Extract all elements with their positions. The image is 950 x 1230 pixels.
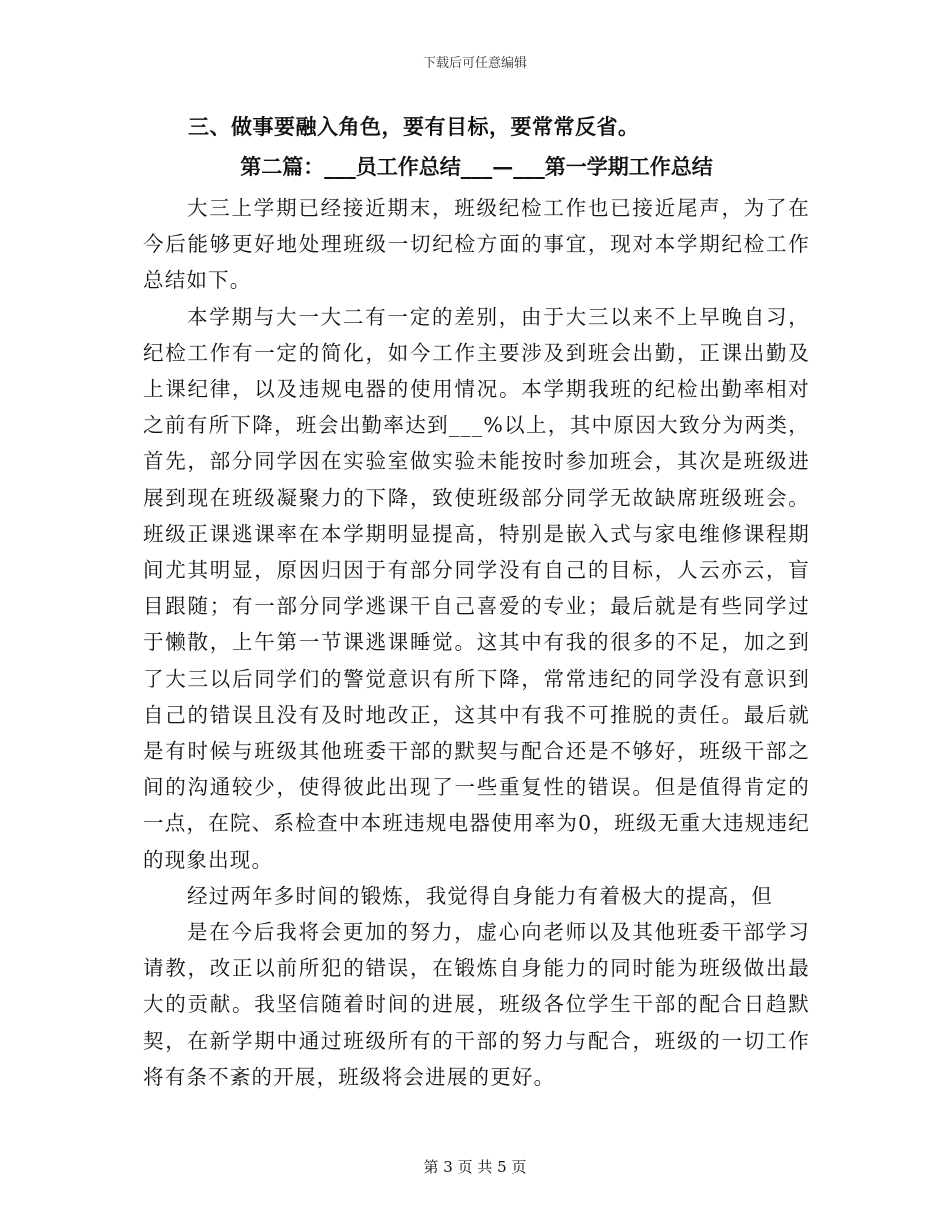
page-header-note: 下载后可任意编辑 xyxy=(422,56,527,71)
paragraph-reflection: 经过两年多时间的锻炼，我觉得自身能力有着极大的提高，但 xyxy=(187,883,773,908)
document-body xyxy=(143,108,810,1095)
section-heading: 三、做事要融入角色，要有目标，要常常反省。 xyxy=(188,114,640,139)
paragraph-main: 本学期与大一大二有一定的差别，由于大三以来不上早晚自习，纪检工作有一定的简化，如今工作主要涉及到班会出勤，正课出勤及上课纪律，以及违规电器的使用情况。本学期我班的纪检出勤率相对之前有所下降，班会出勤率达到___%以上，其中原因大致分为两类，首先，部分同学因在实验室做实验未能按时参加班会，其次是班级进展到现在班级凝聚力的下降，致使班级部分同学无故缺席班级班会。班级正课逃课率在本学期明显提高，特别是嵌入式与家电维修课程期间尤其明显，原因归因于有部分同学没有自己的目标，人云亦云，盲目跟随；有一部分同学逃课干自己喜爱的专业；最后就是有些同学过于懒散，上午第一节课逃课睡觉。这其中有我的很多的不足，加之到了大三以后同学们的警觉意识有所下降，常常违纪的同学没有意识到自己的错误且没有及时地改正，这其中有我不可推脱的责任。最后就是有时候与班级其他班委干部的默契与配合还是不够好，班级干部之间的沟通较少，使得彼此出现了一些重复性的错误。但是值得肯定的一点，在院、系检查中本班违规电器使用率为0，班级无重大违规违纪的现象出现。 xyxy=(143,304,810,872)
paragraph-intro: 大三上学期已经接近期末，班级纪检工作也已接近尾声，为了在今后能够更好地处理班级一切纪检方面的事宜，现对本学期纪检工作总结如下。 xyxy=(143,196,810,293)
article-title: 第二篇：___员工作总结___—___第一学期工作总结 xyxy=(240,154,713,179)
paragraph-outlook: 是在今后我将会更加的努力，虚心向老师以及其他班委干部学习请教，改正以前所犯的错误，在锻炼自身能力的同时能为班级做出最大的贡献。我坚信随着时间的进展，班级各位学生干部的配合日趋默契，在新学期中通过班级所有的干部的努力与配合，班级的一切工作将有条不紊的开展，班级将会进展的更好。 xyxy=(143,920,810,1089)
page-number: 第 3 页 共 5 页 xyxy=(423,1158,527,1176)
